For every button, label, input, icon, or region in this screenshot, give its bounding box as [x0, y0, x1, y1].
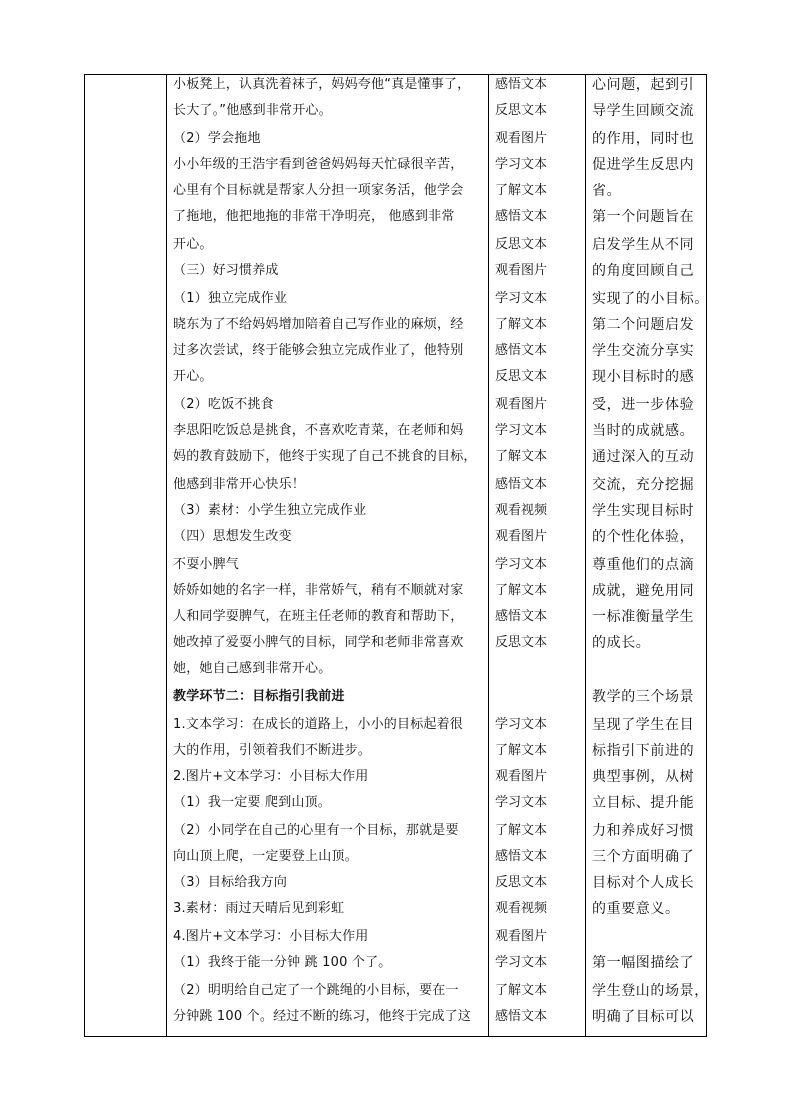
design-intent-line: 启发学生从不同 — [592, 237, 695, 253]
design-intent-line: 当时的成就感。 — [592, 423, 695, 439]
activity-text-line: 心里有个目标就是帮家人分担一项家务活，他学会 — [173, 183, 464, 198]
activity-text-line: （2）吃饭不挑食 — [173, 397, 274, 412]
method-text-line: 了解文本 — [495, 743, 548, 758]
activity-text-line: 人和同学耍脾气，在班主任老师的教育和帮助下， — [173, 609, 464, 624]
activity-text-line: 她，她自己感到非常开心。 — [173, 661, 332, 676]
activity-text-line: 分钟跳 100 个。经过不断的练习，他终于完成了这 — [173, 1009, 472, 1024]
design-intent-line: 现小目标时的感 — [592, 369, 695, 385]
design-intent-line: 交流，充分挖掘 — [592, 477, 695, 493]
activity-text-line: （1）独立完成作业 — [173, 291, 288, 306]
activity-text-line: 他感到非常开心快乐！ — [173, 477, 306, 492]
design-intent-line: 第一幅图描绘了 — [592, 955, 695, 971]
activity-text-line: （3）目标给我方向 — [173, 875, 288, 890]
design-intent-line: 的成长。 — [592, 635, 651, 651]
design-intent-line: 明确了目标可以 — [592, 1009, 695, 1025]
activity-text-line: 了拖地，他把地拖的非常干净明亮， 他感到非常 — [173, 209, 455, 224]
activity-text-line: （四）思想发生改变 — [173, 529, 292, 544]
activity-text-line: 教学环节二：目标指引我前进 — [173, 689, 345, 704]
method-text-line: 了解文本 — [495, 823, 548, 838]
activity-text-line: （1）我终于能一分钟 跳 100 个了。 — [173, 955, 392, 970]
design-intent-line: 呈现了学生在目 — [592, 717, 695, 733]
activity-text-line: （2）小同学在自己的心里有一个目标，那就是要 — [173, 823, 459, 838]
activity-text-line: 开心。 — [173, 369, 213, 384]
method-text-line: 反思文本 — [495, 875, 548, 890]
activity-text-line: （1）我一定要 爬到山顶。 — [173, 795, 332, 810]
activity-text-line: （3）素材：小学生独立完成作业 — [173, 503, 367, 518]
design-intent-line: 力和养成好习惯 — [592, 823, 695, 839]
method-text-line: 观看图片 — [495, 131, 548, 146]
activity-text-line: 大的作用，引领着我们不断进步。 — [173, 743, 372, 758]
activity-text-line: 长大了。”他感到非常开心。 — [173, 103, 332, 118]
method-text-line: 了解文本 — [495, 583, 548, 598]
activity-text-line: 李思阳吃饭总是挑食，不喜欢吃青菜，在老师和妈 — [173, 423, 464, 438]
design-intent-line: 的作用，同时也 — [592, 131, 695, 147]
design-intent-line: 立目标、提升能 — [592, 795, 695, 811]
method-text-line: 感悟文本 — [495, 1009, 548, 1024]
method-text-line: 反思文本 — [495, 369, 548, 384]
activity-text-line: 1.文本学习：在成长的道路上，小小的目标起着很 — [173, 717, 464, 732]
activity-text-line: 小板凳上，认真洗着袜子，妈妈夸他“真是懂事了， — [173, 77, 471, 92]
activity-text-line: 小小年级的王浩宇看到爸爸妈妈每天忙碌很辛苦， — [173, 157, 464, 172]
method-text-line: 观看视频 — [495, 901, 548, 916]
method-text-line: 学习文本 — [495, 717, 548, 732]
design-intent-line: 心问题，起到引 — [592, 77, 695, 93]
activity-text-line: （2）明明给自己定了一个跳绳的小目标，要在一 — [173, 983, 459, 998]
design-intent-line: 导学生回顾交流 — [592, 103, 695, 119]
design-intent-line: 促进学生反思内 — [592, 157, 695, 173]
method-text-line: 观看图片 — [495, 263, 548, 278]
activity-text-line: 娇娇如她的名字一样，非常娇气，稍有不顺就对家 — [173, 583, 464, 598]
design-intent-line: 第二个问题启发 — [592, 317, 695, 333]
design-intent-line: 第一个问题旨在 — [592, 209, 695, 225]
method-text-line: 观看图片 — [495, 769, 548, 784]
design-intent-line: 实现了的小目标。 — [592, 291, 709, 307]
design-intent-line: 教学的三个场景 — [592, 689, 695, 705]
design-intent-line: 典型事例，从树 — [592, 769, 695, 785]
method-text-line: 观看图片 — [495, 929, 548, 944]
design-intent-line: 通过深入的互动 — [592, 449, 695, 465]
method-text-line: 感悟文本 — [495, 477, 548, 492]
design-intent-line: 学生交流分享实 — [592, 343, 695, 359]
design-intent-line: 三个方面明确了 — [592, 849, 695, 865]
method-text-line: 学习文本 — [495, 423, 548, 438]
method-text-line: 感悟文本 — [495, 343, 548, 358]
activity-text-line: （2）学会拖地 — [173, 131, 261, 146]
method-text-line: 学习文本 — [495, 955, 548, 970]
activity-text-line: 妈的教育鼓励下，他终于实现了自己不挑食的目标， — [173, 449, 477, 464]
method-text-line: 感悟文本 — [495, 77, 548, 92]
design-intent-line: 学生实现目标时 — [592, 503, 695, 519]
design-intent-line: 的重要意义。 — [592, 901, 680, 917]
activity-text-line: 3.素材：雨过天晴后见到彩虹 — [173, 901, 345, 916]
design-intent-line: 尊重他们的点滴 — [592, 557, 695, 573]
method-text-line: 反思文本 — [495, 237, 548, 252]
design-intent-line: 学生登山的场景， — [592, 983, 709, 999]
activity-text-line: 4.图片+文本学习：小目标大作用 — [173, 929, 369, 944]
method-text-line: 感悟文本 — [495, 209, 548, 224]
activity-text-line: （三）好习惯养成 — [173, 263, 279, 278]
method-text-line: 学习文本 — [495, 291, 548, 306]
activity-text-line: 她改掉了爱耍小脾气的目标，同学和老师非常喜欢 — [173, 635, 464, 650]
activity-text-line: 开心。 — [173, 237, 213, 252]
method-text-line: 学习文本 — [495, 795, 548, 810]
method-text-line: 了解文本 — [495, 449, 548, 464]
method-text-line: 了解文本 — [495, 183, 548, 198]
design-intent-line: 成就，避免用同 — [592, 583, 695, 599]
activity-text-line: 过多次尝试，终于能够会独立完成作业了，他特别 — [173, 343, 464, 358]
method-text-line: 观看图片 — [495, 529, 548, 544]
activity-text-line: 晓东为了不给妈妈增加陪着自己写作业的麻烦，经 — [173, 317, 464, 332]
activity-text-line: 2.图片+文本学习：小目标大作用 — [173, 769, 369, 784]
method-text-line: 学习文本 — [495, 157, 548, 172]
method-text-line: 了解文本 — [495, 317, 548, 332]
method-text-line: 学习文本 — [495, 557, 548, 572]
method-text-line: 反思文本 — [495, 103, 548, 118]
column-divider — [585, 75, 586, 1036]
activity-text-line: 不耍小脾气 — [173, 557, 240, 572]
method-text-line: 了解文本 — [495, 983, 548, 998]
design-intent-line: 的个性化体验， — [592, 529, 695, 545]
design-intent-line: 省。 — [592, 183, 622, 199]
design-intent-line: 受，进一步体验 — [592, 397, 695, 413]
method-text-line: 感悟文本 — [495, 849, 548, 864]
design-intent-line: 标指引下前进的 — [592, 743, 695, 759]
design-intent-line: 一标准衡量学生 — [592, 609, 695, 625]
method-text-line: 观看图片 — [495, 397, 548, 412]
activity-text-line: 向山顶上爬，一定要登上山顶。 — [173, 849, 358, 864]
design-intent-line: 的角度回顾自己 — [592, 263, 695, 279]
method-text-line: 反思文本 — [495, 635, 548, 650]
method-text-line: 观看视频 — [495, 503, 548, 518]
method-text-line: 感悟文本 — [495, 609, 548, 624]
column-divider — [166, 75, 167, 1036]
design-intent-line: 目标对个人成长 — [592, 875, 695, 891]
